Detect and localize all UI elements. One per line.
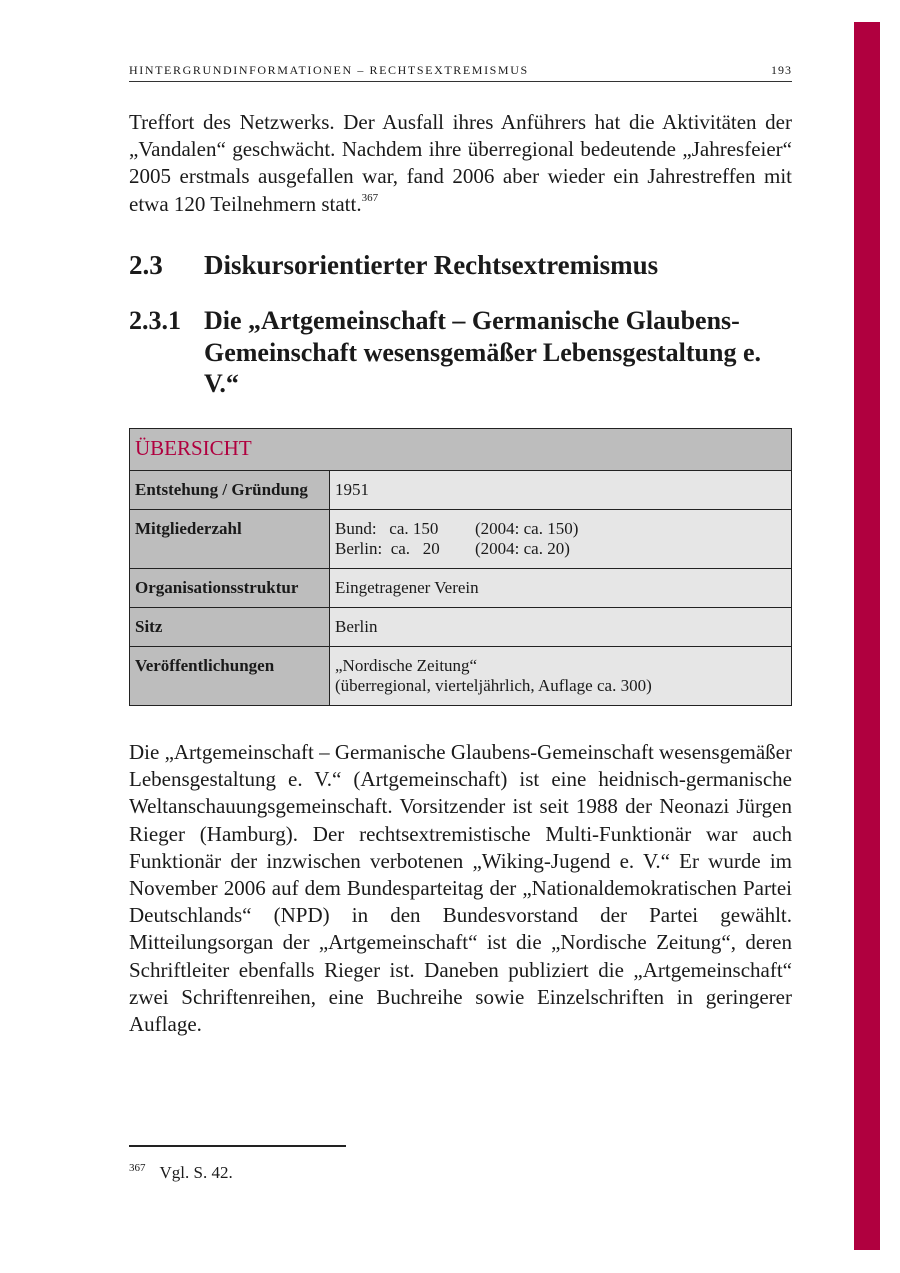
overview-value-line	[335, 676, 786, 696]
body-paragraph: Die „Artgemeinschaft – Germanische Glaubens-Gemeinschaft wesensgemäßer Lebensgestaltung e. V.“ (Artgemeinschaft) ist eine heidnisch-germanische Weltanschauungsgemeinschaft. Vorsitzender ist seit 1988 der Neonazi Jürgen Rieger (Hamburg). Der rechtsextremistische Multi-Funktionär war auch Funktionär der inzwischen verbotenen „Wiking-Jugend e. V.“ Er wurde im November 2006 auf dem Bundesparteitag der „Nationaldemokratischen Partei Deutschlands“ (NPD) in den Bundesvorstand der Partei gewählt. Mitteilungsorgan der „Artgemeinschaft“ ist die „Nordische Zeitung“, deren Schriftleiter ebenfalls Rieger ist. Daneben publiziert die „Artgemeinschaft“ zwei Schriftenreihen, eine Buchreihe sowie Einzelschriften in geringerer Auflage.	[129, 740, 792, 1037]
overview-value-text: „Nordische Zeitung“	[335, 656, 478, 675]
overview-value-text: Bund: ca. 150	[335, 519, 439, 538]
section-title: Diskursorientierter Rechtsextremismus	[204, 250, 659, 280]
overview-value-text: 1951	[335, 480, 369, 499]
overview-row-label: Organisationsstruktur	[130, 569, 330, 608]
footnote-text: Vgl. S. 42.	[159, 1163, 233, 1182]
overview-row-label: Veröffentlichungen	[130, 647, 330, 706]
overview-row-value	[330, 647, 792, 706]
running-header-title: HINTERGRUNDINFORMATIONEN – RECHTSEXTREMISMUS	[129, 63, 529, 77]
overview-table-row	[130, 647, 792, 706]
intro-paragraph-text: Treffort des Netzwerks. Der Ausfall ihres Anführers hat die Aktivitäten der „Vandalen“ geschwächt. Nachdem ihre überregional bedeutende „Jahresfeier“ 2005 erstmals ausgefallen war, fand 2006 aber wieder ein Jahrestreffen mit etwa 120 Teilnehmern statt.	[129, 110, 792, 216]
overview-value-text: Berlin: ca. 20	[335, 539, 440, 558]
overview-value-text: (überregional, vierteljährlich, Auflage ca. 300)	[335, 676, 652, 695]
overview-value-text: (2004: ca. 150)	[475, 519, 579, 538]
overview-row-value	[330, 471, 792, 510]
overview-table-row	[130, 569, 792, 608]
subsection-title: Die „Artgemeinschaft – Germanische Glaubens-Gemeinschaft wesensgemäßer Lebensgestaltung e. V.“	[204, 306, 762, 398]
overview-value-text: Berlin	[335, 617, 378, 636]
page-number: 193	[771, 63, 792, 77]
overview-value-line	[335, 578, 786, 598]
overview-row-value	[330, 608, 792, 647]
section-number: 2.3	[129, 250, 163, 280]
footnote-number: 367	[129, 1162, 146, 1174]
overview-table-header-row	[130, 429, 792, 471]
footnote-reference: 367	[361, 191, 379, 204]
overview-value-text: Eingetragener Verein	[335, 578, 479, 597]
overview-row-value	[330, 510, 792, 569]
overview-value-line	[335, 656, 786, 676]
overview-row-value	[330, 569, 792, 608]
footnote-divider	[129, 1145, 346, 1147]
overview-value-line	[335, 617, 786, 637]
overview-table-row	[130, 608, 792, 647]
intro-paragraph	[129, 109, 792, 218]
footnote	[129, 1163, 233, 1183]
overview-table-header: ÜBERSICHT	[130, 429, 792, 471]
overview-table-row	[130, 471, 792, 510]
page-edge-marker	[854, 22, 880, 1250]
overview-value-text: (2004: ca. 20)	[475, 539, 570, 558]
overview-row-label: Mitgliederzahl	[130, 510, 330, 569]
subsection-number: 2.3.1	[129, 306, 181, 335]
overview-value-line	[335, 519, 786, 539]
overview-value-line	[335, 539, 786, 559]
overview-row-label: Entstehung / Gründung	[130, 471, 330, 510]
overview-table	[129, 428, 792, 706]
overview-table-row	[130, 510, 792, 569]
overview-value-line	[335, 480, 786, 500]
overview-row-label: Sitz	[130, 608, 330, 647]
running-header	[129, 63, 792, 82]
